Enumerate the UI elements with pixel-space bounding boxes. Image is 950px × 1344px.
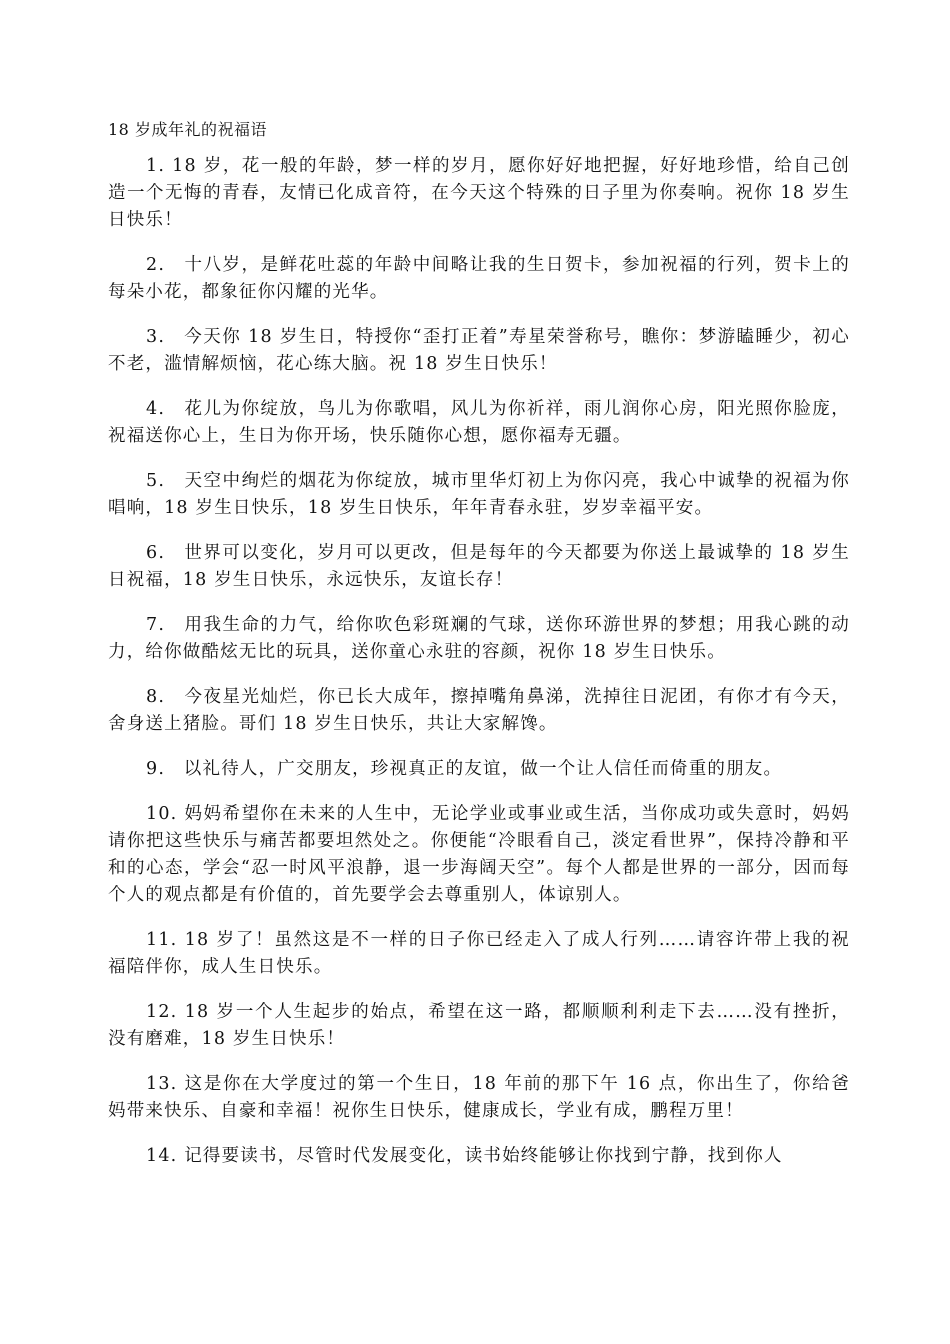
document-body [108, 117, 850, 1188]
paragraph-13: 13. 这是你在大学度过的第一个生日，18 年前的那下午 16 点，你出生了，你给爸妈带来快乐、自豪和幸福！祝你生日快乐，健康成长，学业有成，鹏程万里！ [108, 1074, 850, 1121]
paragraph-1: 1. 18 岁，花一般的年龄，梦一样的岁月，愿你好好地把握，好好地珍惜，给自己创造一个无悔的青春，友情已化成音符，在今天这个特殊的日子里为你奏响。祝你 18 岁生日快乐！ [108, 156, 850, 230]
document-title: 18 岁成年礼的祝福语 [108, 120, 267, 139]
paragraph-3: 3. 今天你 18 岁生日，特授你“歪打正着”寿星荣誉称号，瞧你：梦游瞌睡少，初心不老，滥情解烦恼，花心练大脑。祝 18 岁生日快乐！ [108, 327, 850, 374]
paragraph-2: 2. 十八岁，是鲜花吐蕊的年龄中间略让我的生日贺卡，参加祝福的行列，贺卡上的每朵小花，都象征你闪耀的光华。 [108, 255, 850, 302]
paragraph-5: 5. 天空中绚烂的烟花为你绽放，城市里华灯初上为你闪亮，我心中诚挚的祝福为你唱响，18 岁生日快乐，18 岁生日快乐，年年青春永驻，岁岁幸福平安。 [108, 471, 850, 518]
paragraph-4: 4. 花儿为你绽放，鸟儿为你歌唱，风儿为你祈祥，雨儿润你心房，阳光照你脸庞，祝福送你心上，生日为你开场，快乐随你心想，愿你福寿无疆。 [108, 399, 850, 446]
paragraph-14: 14. 记得要读书，尽管时代发展变化，读书始终能够让你找到宁静，找到你人 [146, 1146, 783, 1166]
paragraph-11: 11. 18 岁了！虽然这是不一样的日子你已经走入了成人行列……请容许带上我的祝福陪伴你，成人生日快乐。 [108, 930, 850, 977]
paragraph-7: 7. 用我生命的力气，给你吹色彩斑斓的气球，送你环游世界的梦想；用我心跳的动力，给你做酷炫无比的玩具，送你童心永驻的容颜，祝你 18 岁生日快乐。 [108, 615, 850, 662]
paragraph-10: 10. 妈妈希望你在未来的人生中，无论学业或事业或生活，当你成功或失意时，妈妈请你把这些快乐与痛苦都要坦然处之。你便能“冷眼看自己，淡定看世界”，保持冷静和平和的心态，学会“忍一时风平浪静，退一步海阔天空”。每个人都是世界的一部分，因而每个人的观点都是有价值的，首先要学会去尊重别人，体谅别人。 [108, 804, 850, 905]
paragraph-8: 8. 今夜星光灿烂，你已长大成年，擦掉嘴角鼻涕，洗掉往日泥团，有你才有今天，舍身送上猪脸。哥们 18 岁生日快乐，共让大家解馋。 [108, 687, 850, 734]
paragraph-9: 9. 以礼待人，广交朋友，珍视真正的友谊，做一个让人信任而倚重的朋友。 [146, 759, 783, 779]
paragraph-12: 12. 18 岁一个人生起步的始点，希望在这一路，都顺顺利利走下去……没有挫折，没有磨难，18 岁生日快乐！ [108, 1002, 850, 1049]
paragraph-6: 6. 世界可以变化，岁月可以更改，但是每年的今天都要为你送上最诚挚的 18 岁生日祝福，18 岁生日快乐，永远快乐，友谊长存！ [108, 543, 850, 590]
